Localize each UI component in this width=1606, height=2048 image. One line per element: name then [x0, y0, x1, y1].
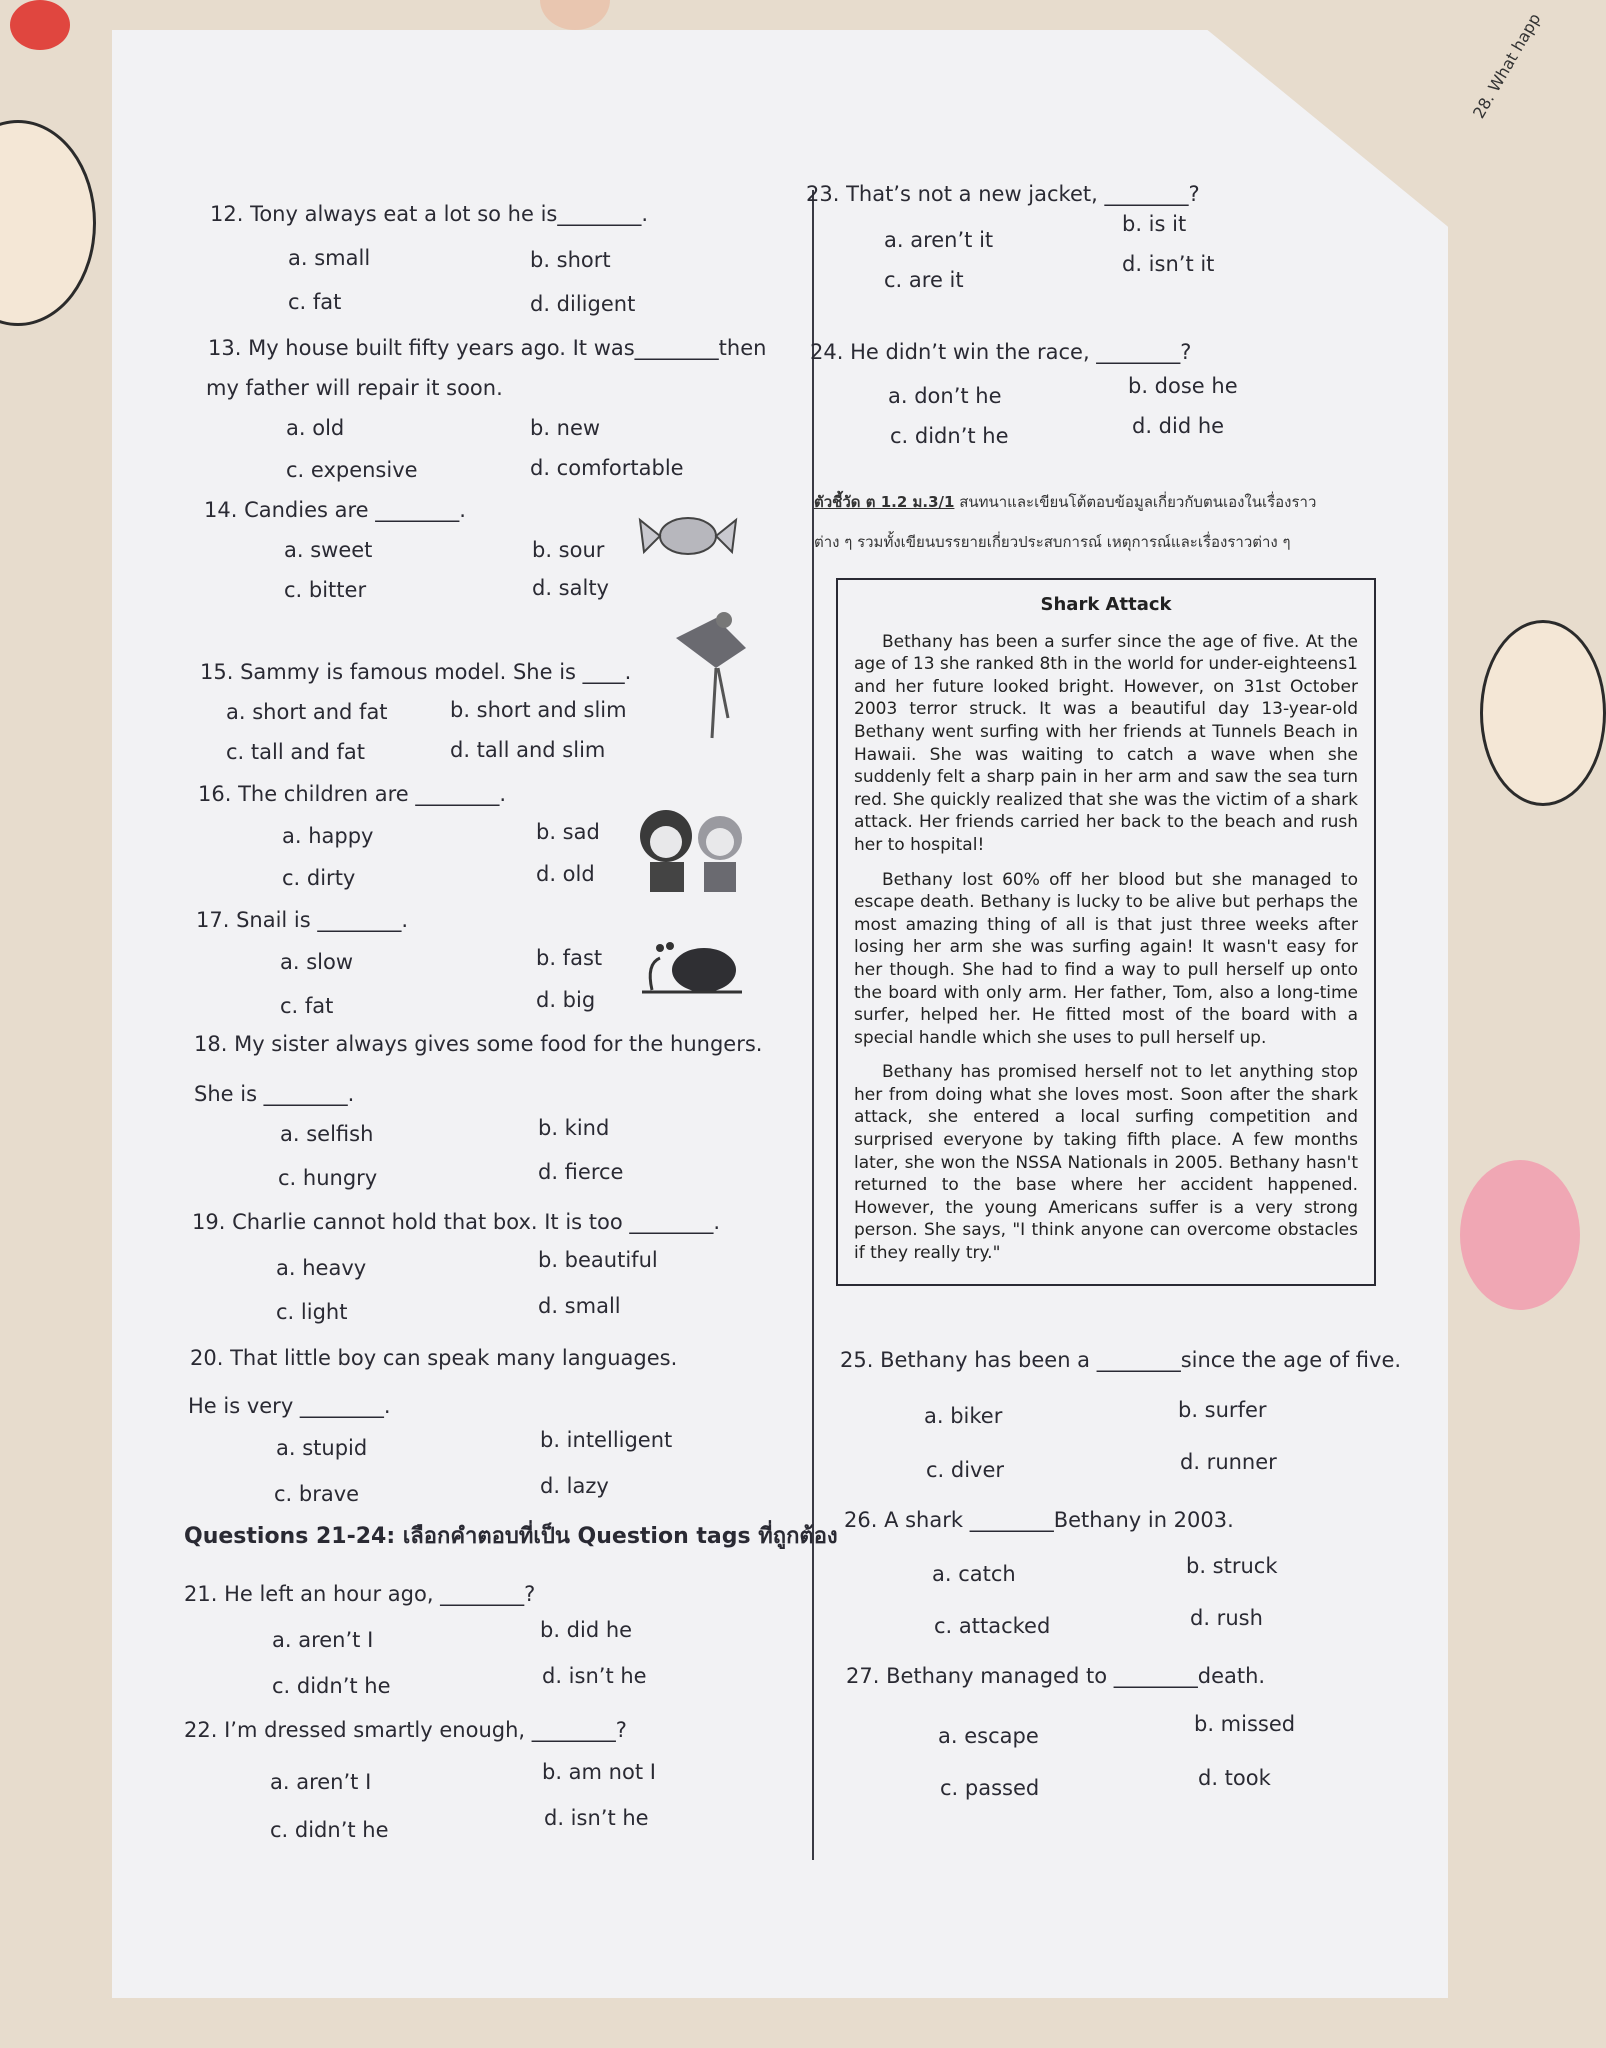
- option-c[interactable]: c. passed: [940, 1776, 1040, 1800]
- question-text: 26. A shark ________Bethany in 2003.: [844, 1508, 1234, 1532]
- corner-text: 28. What happ: [1469, 10, 1545, 122]
- question-text: 25. Bethany has been a ________since the age of five.: [840, 1348, 1402, 1372]
- option-a[interactable]: a. aren’t it: [884, 228, 994, 252]
- option-a[interactable]: a. small: [288, 246, 371, 270]
- question-tags-heading: Questions 21-24: เลือกคำตอบที่เป็น Question tags ที่ถูกต้อง: [184, 1524, 838, 1549]
- option-a[interactable]: a. heavy: [276, 1256, 367, 1280]
- option-d[interactable]: d. comfortable: [530, 456, 684, 480]
- option-a[interactable]: a. biker: [924, 1404, 1003, 1428]
- option-c[interactable]: c. are it: [884, 268, 964, 292]
- question-continuation: He is very ________.: [188, 1394, 391, 1418]
- option-b[interactable]: b. is it: [1122, 212, 1187, 236]
- indicator-line-2: ต่าง ๆ รวมทั้งเขียนบรรยายเกี่ยวประสบการณ์ เหตุการณ์และเรื่องราวต่าง ๆ: [814, 533, 1291, 551]
- question-text: 17. Snail is ________.: [196, 908, 409, 932]
- option-a[interactable]: a. catch: [932, 1562, 1016, 1586]
- option-d[interactable]: d. big: [536, 988, 596, 1012]
- option-d[interactable]: d. runner: [1180, 1450, 1277, 1474]
- indicator-text-1: สนทนาและเขียนโต้ตอบข้อมูลเกี่ยวกับตนเองในเรื่องราว: [954, 493, 1317, 511]
- option-b[interactable]: b. struck: [1186, 1554, 1278, 1578]
- option-c[interactable]: c. light: [276, 1300, 348, 1324]
- option-c[interactable]: c. bitter: [284, 578, 367, 602]
- option-b[interactable]: b. short: [530, 248, 611, 272]
- option-a[interactable]: a. selfish: [280, 1122, 374, 1146]
- option-a[interactable]: a. old: [286, 416, 345, 440]
- question-text: 23. That’s not a new jacket, ________?: [806, 182, 1200, 206]
- option-c[interactable]: c. attacked: [934, 1614, 1051, 1638]
- question-text: 16. The children are ________.: [198, 782, 507, 806]
- option-a[interactable]: a. short and fat: [226, 700, 388, 724]
- option-c[interactable]: c. diver: [926, 1458, 1005, 1482]
- option-b[interactable]: b. missed: [1194, 1712, 1296, 1736]
- question-text: 24. He didn’t win the race, ________?: [810, 340, 1192, 364]
- question-text: 12. Tony always eat a lot so he is________.: [210, 202, 649, 226]
- option-b[interactable]: b. short and slim: [450, 698, 627, 722]
- option-d[interactable]: d. fierce: [538, 1160, 624, 1184]
- option-a[interactable]: a. sweet: [284, 538, 373, 562]
- option-d[interactable]: d. took: [1198, 1766, 1271, 1790]
- option-b[interactable]: b. new: [530, 416, 601, 440]
- option-d[interactable]: d. salty: [532, 576, 609, 600]
- option-c[interactable]: c. didn’t he: [272, 1674, 391, 1698]
- option-b[interactable]: b. kind: [538, 1116, 610, 1140]
- option-b[interactable]: b. fast: [536, 946, 603, 970]
- option-b[interactable]: b. surfer: [1178, 1398, 1267, 1422]
- story-title: Shark Attack: [1040, 594, 1172, 615]
- option-d[interactable]: d. did he: [1132, 414, 1225, 438]
- option-c[interactable]: c. hungry: [278, 1166, 378, 1190]
- story-paragraph-2: Bethany lost 60% off her blood but she managed to escape death. Bethany is lucky to be alive but perhaps the most amazing thing of all is that just three weeks after losing her arm she was surfing again! It wasn't easy for her though. She had to find a way to pull herself up onto the board with only arm. Her father, Tom, also a long-time surfer, helped her. He fitted most of the board with a special handle which she uses to pull herself up.: [854, 869, 1358, 1048]
- question-continuation: She is ________.: [194, 1082, 355, 1106]
- question-text: 20. That little boy can speak many languages.: [190, 1346, 678, 1370]
- option-b[interactable]: b. dose he: [1128, 374, 1238, 398]
- option-b[interactable]: b. am not I: [542, 1760, 656, 1784]
- question-text: 19. Charlie cannot hold that box. It is too ________.: [192, 1210, 721, 1234]
- option-d[interactable]: d. isn’t he: [542, 1664, 647, 1688]
- snail-picture: [632, 934, 752, 1004]
- option-a[interactable]: a. stupid: [276, 1436, 368, 1460]
- option-b[interactable]: b. sad: [536, 820, 600, 844]
- option-d[interactable]: d. isn’t it: [1122, 252, 1215, 276]
- indicator-code: ตัวชี้วัด ต 1.2 ม.3/1: [814, 493, 955, 511]
- option-d[interactable]: d. tall and slim: [450, 738, 606, 762]
- story-paragraph-1: Bethany has been a surfer since the age of five. At the age of 13 she ranked 8th in the world for under-eighteens1 and her future looked bright. However, on 31st October 2003 terror struck. It was a beautiful day 13-year-old Bethany went surfing with her friends at Tunnels Beach in Hawaii. She was waiting to catch a wave when she suddenly felt a sharp pain in her arm and saw the sea turn red. She quickly realized that she was the victim of a shark attack. Her friends carried her back to the beach and rush her to hospital!: [854, 631, 1358, 855]
- indicator-line-1: [814, 490, 1316, 514]
- option-a[interactable]: a. don’t he: [888, 384, 1002, 408]
- option-a[interactable]: a. escape: [938, 1724, 1039, 1748]
- option-a[interactable]: a. happy: [282, 824, 374, 848]
- question-text: 14. Candies are ________.: [204, 498, 466, 522]
- option-c[interactable]: c. didn’t he: [890, 424, 1009, 448]
- option-d[interactable]: d. old: [536, 862, 595, 886]
- option-c[interactable]: c. dirty: [282, 866, 356, 890]
- option-c[interactable]: c. fat: [280, 994, 334, 1018]
- option-a[interactable]: a. slow: [280, 950, 354, 974]
- option-b[interactable]: b. sour: [532, 538, 605, 562]
- model-picture: [656, 598, 752, 748]
- option-c[interactable]: c. expensive: [286, 458, 418, 482]
- doll-decoration-right: [1480, 620, 1606, 806]
- story-box: [836, 578, 1376, 1286]
- option-d[interactable]: d. small: [538, 1294, 621, 1318]
- question-text: 15. Sammy is famous model. She is ____.: [200, 660, 632, 684]
- question-text: 21. He left an hour ago, ________?: [184, 1582, 536, 1606]
- option-c[interactable]: c. tall and fat: [226, 740, 366, 764]
- option-c[interactable]: c. fat: [288, 290, 342, 314]
- option-d[interactable]: d. rush: [1190, 1606, 1263, 1630]
- option-d[interactable]: d. lazy: [540, 1474, 609, 1498]
- red-bow-decoration: [10, 0, 70, 50]
- children-picture: [626, 796, 756, 896]
- option-a[interactable]: a. aren’t I: [272, 1628, 374, 1652]
- doll-decoration: [0, 120, 96, 326]
- option-b[interactable]: b. did he: [540, 1618, 633, 1642]
- option-d[interactable]: d. isn’t he: [544, 1806, 649, 1830]
- question-continuation: my father will repair it soon.: [206, 376, 503, 400]
- finger: [540, 0, 610, 30]
- story-paragraph-3: Bethany has promised herself not to let anything stop her from doing what she loves most. Soon after the shark attack, she entered a local surfing competition and surprised everyone by taking fifth place. A few months later, she won the NSSA Nationals in 2005. Bethany hasn't returned to the base where her accident happened. However, the young Americans suffer is a very strong person. She says, "I think anyone can overcome obstacles if they really try.": [854, 1062, 1358, 1264]
- question-text: 18. My sister always gives some food for the hungers.: [194, 1032, 763, 1056]
- column-divider: [812, 190, 814, 1860]
- option-c[interactable]: c. didn’t he: [270, 1818, 389, 1842]
- option-b[interactable]: b. intelligent: [540, 1428, 673, 1452]
- question-text: 22. I’m dressed smartly enough, ________?: [184, 1718, 627, 1742]
- question-text: 27. Bethany managed to ________death.: [846, 1664, 1266, 1688]
- option-b[interactable]: b. beautiful: [538, 1248, 658, 1272]
- option-d[interactable]: d. diligent: [530, 292, 636, 316]
- option-c[interactable]: c. brave: [274, 1482, 360, 1506]
- option-a[interactable]: a. aren’t I: [270, 1770, 372, 1794]
- pink-decoration: [1460, 1160, 1580, 1310]
- question-text: 13. My house built fifty years ago. It was________then: [208, 336, 767, 360]
- candy-picture: [638, 506, 738, 566]
